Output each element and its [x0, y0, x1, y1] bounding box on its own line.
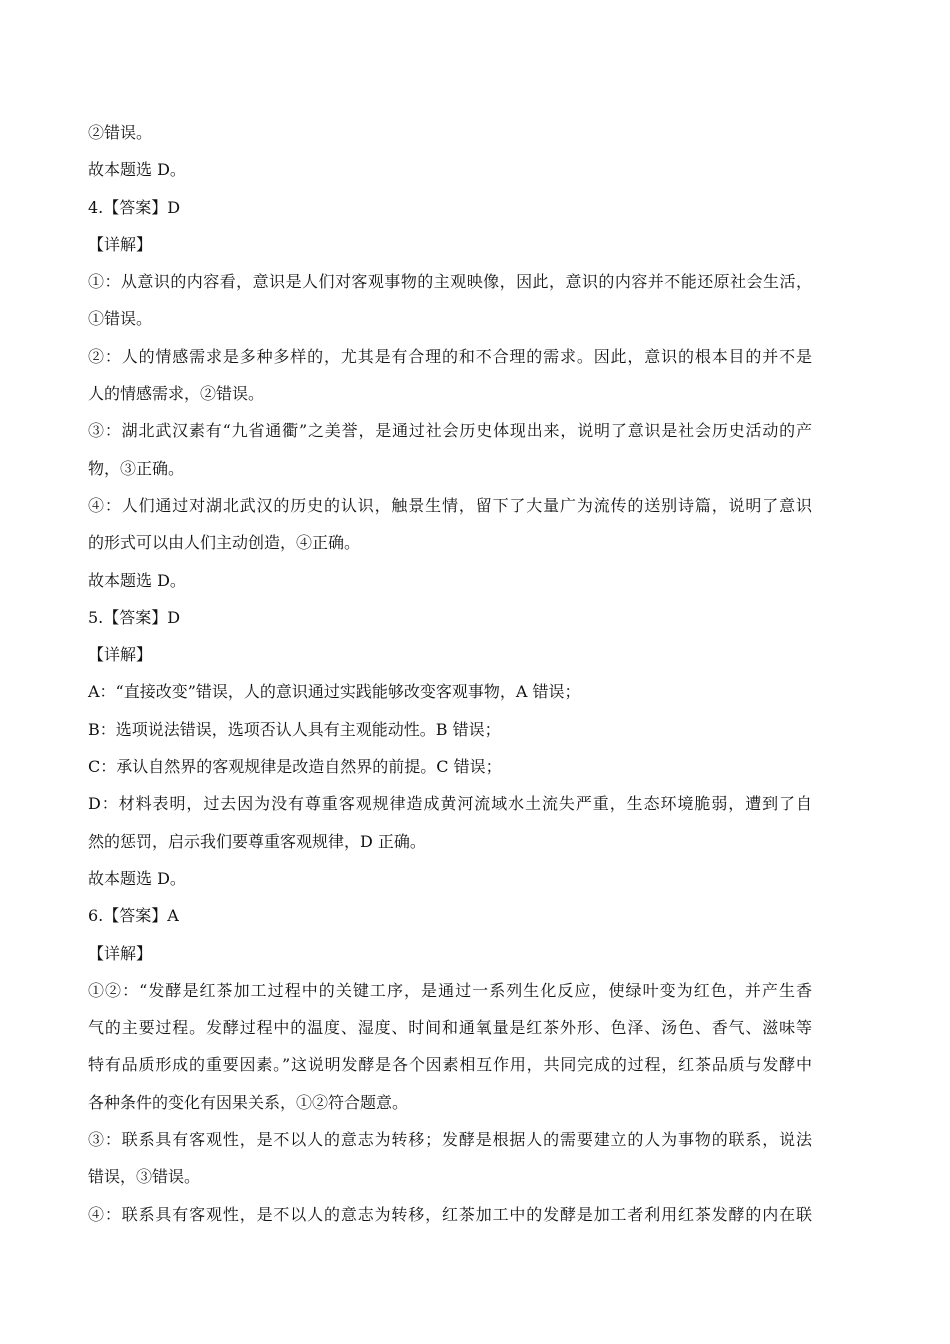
- text-line: ②错误。: [88, 123, 153, 142]
- text-line: 然的惩罚，启示我们要尊重客观规律，D 正确。: [88, 831, 426, 851]
- text-line: 故本题选 D。: [88, 570, 186, 590]
- text-line: ④：联系具有客观性，是不以人的意志为转移，红茶加工中的发酵是加工者利用红茶发酵的内在联: [88, 1204, 812, 1224]
- text-line: ①②：“发酵是红茶加工过程中的关键工序，是通过一系列生化反应，使绿叶变为红色，并产生香: [88, 980, 812, 1000]
- text-line: A：“直接改变”错误，人的意识通过实践能够改变客观事物，A 错误；: [88, 682, 581, 702]
- text-line: C：承认自然界的客观规律是改造自然界的前提。C 错误；: [88, 757, 502, 777]
- text-line: ①：从意识的内容看，意识是人们对客观事物的主观映像，因此，意识的内容并不能还原社会生活，: [88, 272, 812, 292]
- text-line: 气的主要过程。发酵过程中的温度、湿度、时间和通氧量是红茶外形、色泽、汤色、香气、滋味等: [88, 1018, 812, 1038]
- text-line: 物，③正确。: [88, 458, 185, 478]
- text-line: ①错误。: [88, 309, 153, 329]
- text-line: 4.【答案】D: [88, 197, 181, 217]
- text-line: 【详解】: [88, 234, 153, 254]
- text-line: 6.【答案】A: [88, 906, 179, 926]
- text-line: ②：人的情感需求是多种多样的，尤其是有合理的和不合理的需求。因此，意识的根本目的并不是: [88, 346, 812, 366]
- text-line: 5.【答案】D: [88, 607, 181, 627]
- text-line: 人的情感需求，②错误。: [88, 384, 265, 404]
- text-line: ④：人们通过对湖北武汉的历史的认识，触景生情，留下了大量广为流传的送别诗篇，说明了意识: [88, 495, 812, 515]
- text-line: 特有品质形成的重要因素。”这说明发酵是各个因素相互作用，共同完成的过程，红茶品质与发酵中: [88, 1055, 812, 1075]
- text-line: D：材料表明，过去因为没有尊重客观规律造成黄河流域水土流失严重，生态环境脆弱，遭到了自: [88, 794, 812, 814]
- text-line: 【详解】: [88, 645, 153, 665]
- text-line: 故本题选 D。: [88, 868, 186, 888]
- text-line: 的形式可以由人们主动创造，④正确。: [88, 533, 361, 553]
- text-line: 错误，③错误。: [88, 1167, 201, 1187]
- text-line: 各种条件的变化有因果关系，①②符合题意。: [88, 1092, 409, 1112]
- text-line: ③：湖北武汉素有“九省通衢”之美誉，是通过社会历史体现出来，说明了意识是社会历史活动的产: [88, 421, 812, 441]
- text-line: B：选项说法错误，选项否认人具有主观能动性。B 错误；: [88, 719, 501, 739]
- text-line: 故本题选 D。: [88, 160, 186, 180]
- document-page: [88, 114, 812, 1233]
- text-line: ③：联系具有客观性，是不以人的意志为转移；发酵是根据人的需要建立的人为事物的联系，说法: [88, 1130, 812, 1150]
- text-line: 【详解】: [88, 943, 153, 963]
